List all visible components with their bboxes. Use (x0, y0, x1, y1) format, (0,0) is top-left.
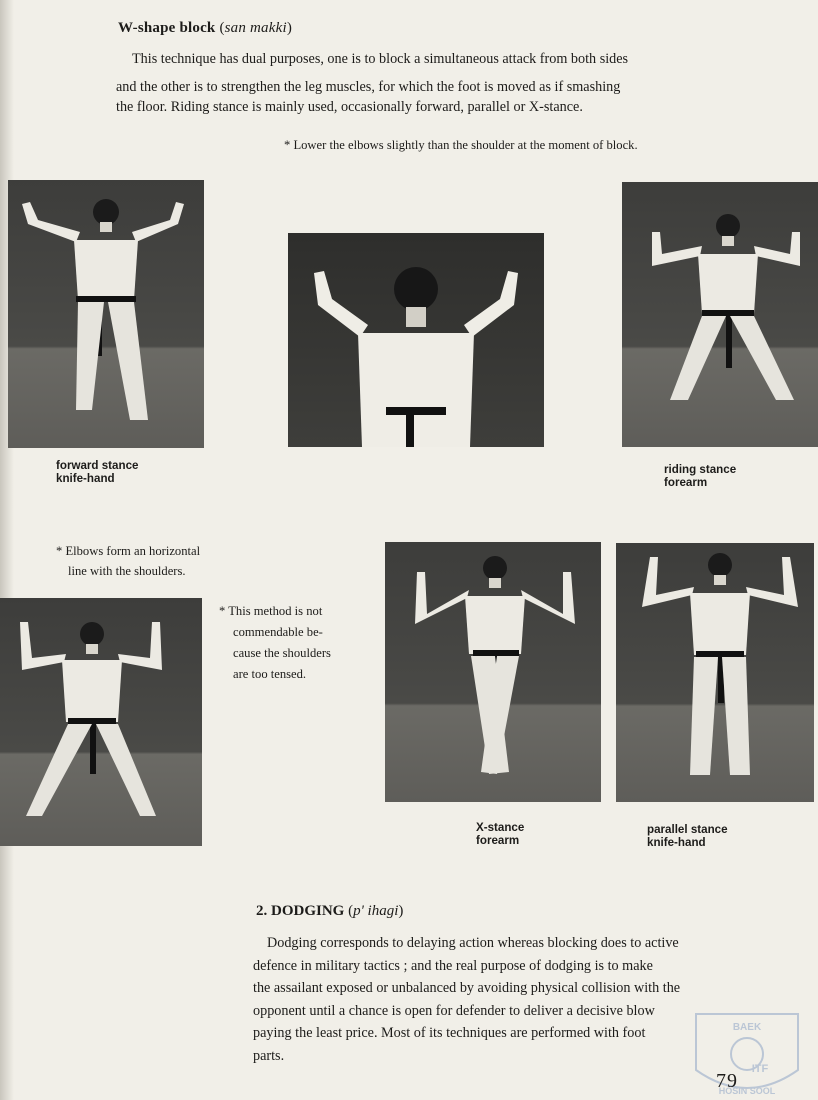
heading-subtitle: san makki (224, 20, 287, 36)
photo-riding-stance (622, 182, 818, 447)
dodging-line-1: Dodging corresponds to delaying action whereas blocking does to active (267, 935, 679, 951)
note-horizontal-line (56, 541, 200, 581)
dodging-subtitle: p' ihagi (353, 903, 399, 919)
photo-closeup-knife-hand (288, 233, 544, 447)
note-line: are too tensed. (233, 667, 307, 681)
section-heading-dodging (256, 903, 403, 920)
stamp-top-text: BAEK (732, 1022, 762, 1033)
page-number: 79 (716, 1070, 738, 1092)
dodging-line-6: parts. (253, 1047, 285, 1064)
note-line: * Elbows form an horizontal (56, 544, 201, 558)
figure-forward-stance (8, 180, 204, 448)
photo-x-stance (385, 542, 601, 802)
dodging-line-4: opponent until a chance is open for defender to deliver a decisive blow (253, 1002, 655, 1019)
intro-line-2: and the other is to strengthen the leg muscles, for which the foot is moved as if smashing (116, 79, 621, 95)
figure-x-stance (385, 542, 601, 802)
caption-line: parallel stance (647, 823, 728, 836)
note-lower-elbows: * Lower the elbows slightly than the shoulder at the moment of block. (284, 138, 638, 152)
heading-title: W-shape block (118, 20, 216, 36)
dodging-subtitle-open: ( (348, 903, 354, 919)
dodging-line-5: paying the least price. Most of its techniques are performed with foot (253, 1025, 646, 1042)
dodging-body (253, 932, 680, 1068)
intro-line-3: the floor. Riding stance is mainly used, occasionally forward, parallel or X-stance. (116, 99, 583, 115)
stamp-bottom-text: HOSIN SOOL (718, 1086, 776, 1096)
dodging-title: 2. DODGING (256, 903, 345, 919)
dodging-subtitle-close: ) (398, 903, 404, 919)
caption-x-stance (476, 821, 524, 847)
caption-riding-stance (664, 463, 736, 489)
intro-line-1: This technique has dual purposes, one is to block a simultaneous attack from both sides (132, 51, 629, 67)
caption-line: forearm (476, 834, 520, 847)
note-not-commendable (219, 601, 331, 685)
stamp-middle-text: ITF (751, 1063, 769, 1075)
caption-forward-stance (56, 459, 138, 485)
photo-parallel-stance (616, 543, 814, 802)
caption-line: knife-hand (647, 836, 706, 849)
caption-line: knife-hand (56, 472, 115, 485)
note-line: cause the shoulders (233, 646, 331, 660)
figure-riding-stance (622, 182, 818, 447)
figure-tensed-shoulders (0, 598, 202, 846)
heading-subtitle-close: ) (286, 20, 293, 36)
note-line: * This method is not (219, 604, 323, 618)
photo-tensed-shoulders (0, 598, 202, 846)
section-heading-w-shape (118, 20, 292, 37)
note-line: line with the shoulders. (68, 564, 186, 578)
page-binding-shadow (0, 0, 14, 1100)
caption-line: forward stance (56, 459, 139, 472)
figure-parallel-stance (616, 543, 814, 802)
note-line: commendable be- (233, 625, 323, 639)
caption-line: X-stance (476, 821, 525, 834)
dodging-line-3: the assailant exposed or unbalanced by avoiding physical collision with the (253, 980, 681, 997)
caption-line: riding stance (664, 463, 737, 476)
figure-closeup (288, 233, 544, 447)
dodging-line-2: defence in military tactics ; and the real purpose of dodging is to make (253, 957, 653, 974)
heading-subtitle-open: ( (219, 20, 225, 36)
hosin-sool-stamp-logo (688, 1010, 806, 1098)
caption-parallel-stance (647, 823, 728, 849)
photo-forward-stance (8, 180, 204, 448)
caption-line: forearm (664, 476, 708, 489)
